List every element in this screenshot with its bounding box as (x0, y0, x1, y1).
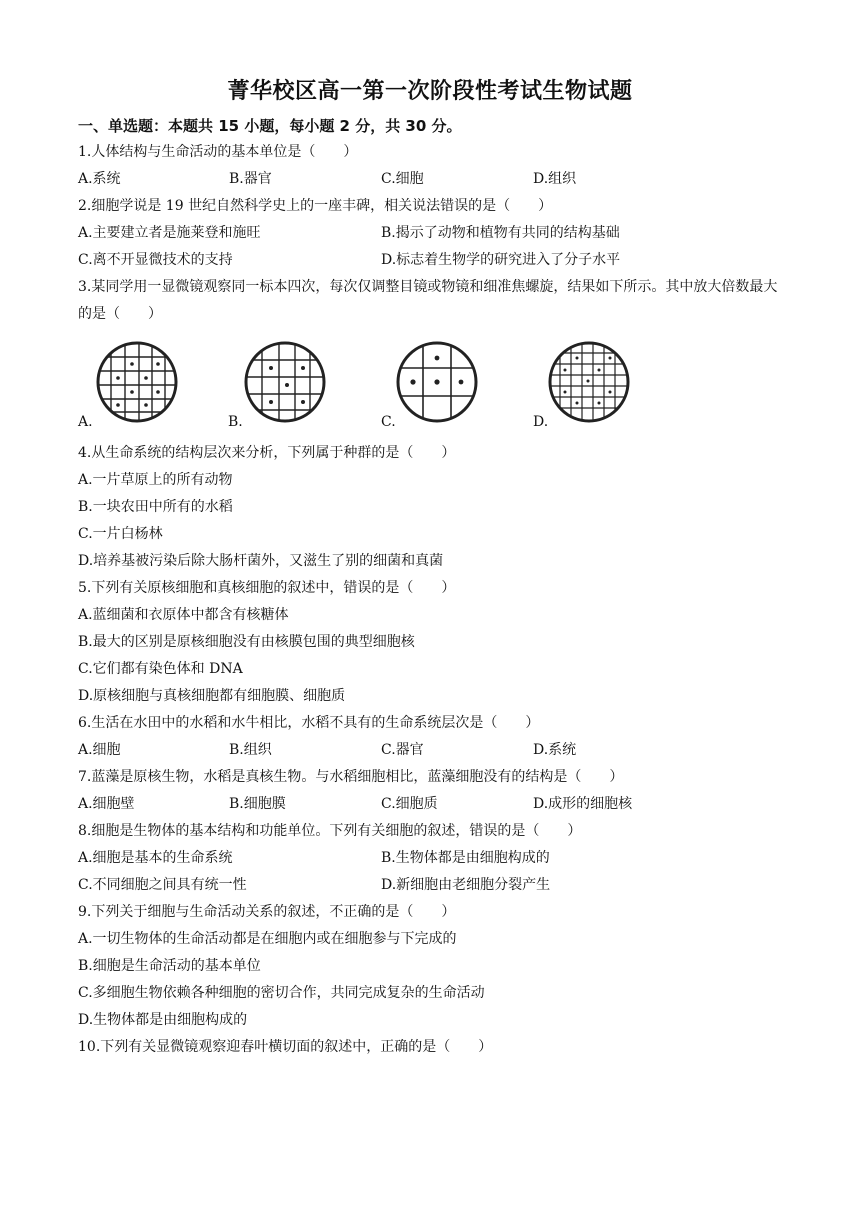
question-2-stem: 2.细胞学说是 19 世纪自然科学史上的一座丰碑，相关说法错误的是（ ） (78, 198, 553, 214)
q4-option-a: A.一片草原上的所有动物 (78, 472, 233, 488)
q6-option-a: A.细胞 (78, 742, 121, 758)
q9-option-c: C.多细胞生物依赖各种细胞的密切合作，共同完成复杂的生命活动 (78, 985, 485, 1001)
q8-option-a: A.细胞是基本的生命系统 (78, 850, 233, 866)
q4-option-b: B.一块农田中所有的水稻 (78, 499, 233, 515)
question-5-stem: 5.下列有关原核细胞和真核细胞的叙述中，错误的是（ ） (78, 580, 456, 596)
q5-option-d: D.原核细胞与真核细胞都有细胞膜、细胞质 (78, 688, 346, 704)
q7-option-c: C.细胞质 (381, 796, 438, 812)
q7-option-a: A.细胞壁 (78, 796, 135, 812)
q9-option-d: D.生物体都是由细胞构成的 (78, 1012, 248, 1028)
question-10-stem: 10.下列有关显微镜观察迎春叶横切面的叙述中，正确的是（ ） (78, 1039, 493, 1055)
question-4-stem: 4.从生命系统的结构层次来分析，下列属于种群的是（ ） (78, 445, 456, 461)
q1-option-c: C.细胞 (381, 171, 424, 187)
q2-option-b: B.揭示了动物和植物有共同的结构基础 (381, 225, 620, 241)
q2-option-d: D.标志着生物学的研究进入了分子水平 (381, 252, 621, 268)
question-9-stem: 9.下列关于细胞与生命活动关系的叙述，不正确的是（ ） (78, 904, 456, 920)
question-7-stem: 7.蓝藻是原核生物，水稻是真核生物。与水稻细胞相比，蓝藻细胞没有的结构是（ ） (78, 769, 624, 785)
q1-option-b: B.器官 (229, 171, 272, 187)
figure-label-c: C. (381, 414, 396, 430)
question-3-stem: 3.某同学用一显微镜观察同一标本四次，每次仅调整目镜或物镜和细准焦螺旋，结果如下所示。其中放大倍数最大的是（ ） (78, 279, 778, 322)
q4-option-d: D.培养基被污染后除大肠杆菌外，又滋生了别的细菌和真菌 (78, 553, 444, 569)
figure-label-b: B. (228, 414, 243, 430)
q1-option-d: D.组织 (533, 171, 577, 187)
q6-option-d: D.系统 (533, 742, 577, 758)
figure-label-d: D. (533, 414, 549, 430)
figure-label-a: A. (78, 414, 93, 430)
microscope-view-b (243, 340, 327, 424)
q4-option-c: C.一片白杨林 (78, 526, 163, 542)
q8-option-b: B.生物体都是由细胞构成的 (381, 850, 550, 866)
q2-option-a: A.主要建立者是施莱登和施旺 (78, 225, 261, 241)
q6-option-c: C.器官 (381, 742, 424, 758)
microscope-view-c (395, 340, 479, 424)
question-1-stem: 1.人体结构与生命活动的基本单位是（ ） (78, 144, 358, 160)
q7-option-d: D.成形的细胞核 (533, 796, 633, 812)
q5-option-b: B.最大的区别是原核细胞没有由核膜包围的典型细胞核 (78, 634, 415, 650)
microscope-view-d (547, 340, 631, 424)
q9-option-a: A.一切生物体的生命活动都是在细胞内或在细胞参与下完成的 (78, 931, 457, 947)
q8-option-d: D.新细胞由老细胞分裂产生 (381, 877, 551, 893)
question-6-stem: 6.生活在水田中的水稻和水牛相比，水稻不具有的生命系统层次是（ ） (78, 715, 540, 731)
q7-option-b: B.细胞膜 (229, 796, 286, 812)
exam-title: 菁华校区高一第一次阶段性考试生物试题 (227, 79, 633, 104)
q6-option-b: B.组织 (229, 742, 272, 758)
section-heading: 一、单选题：本题共 15 小题，每小题 2 分，共 30 分。 (78, 117, 462, 135)
microscope-view-a (95, 340, 179, 424)
question-8-stem: 8.细胞是生物体的基本结构和功能单位。下列有关细胞的叙述，错误的是（ ） (78, 823, 582, 839)
q2-option-c: C.离不开显微技术的支持 (78, 252, 233, 268)
q1-option-a: A.系统 (78, 171, 121, 187)
q8-option-c: C.不同细胞之间具有统一性 (78, 877, 247, 893)
q5-option-c: C.它们都有染色体和 DNA (78, 661, 243, 677)
q5-option-a: A.蓝细菌和衣原体中都含有核糖体 (78, 607, 289, 623)
q9-option-b: B.细胞是生命活动的基本单位 (78, 958, 261, 974)
